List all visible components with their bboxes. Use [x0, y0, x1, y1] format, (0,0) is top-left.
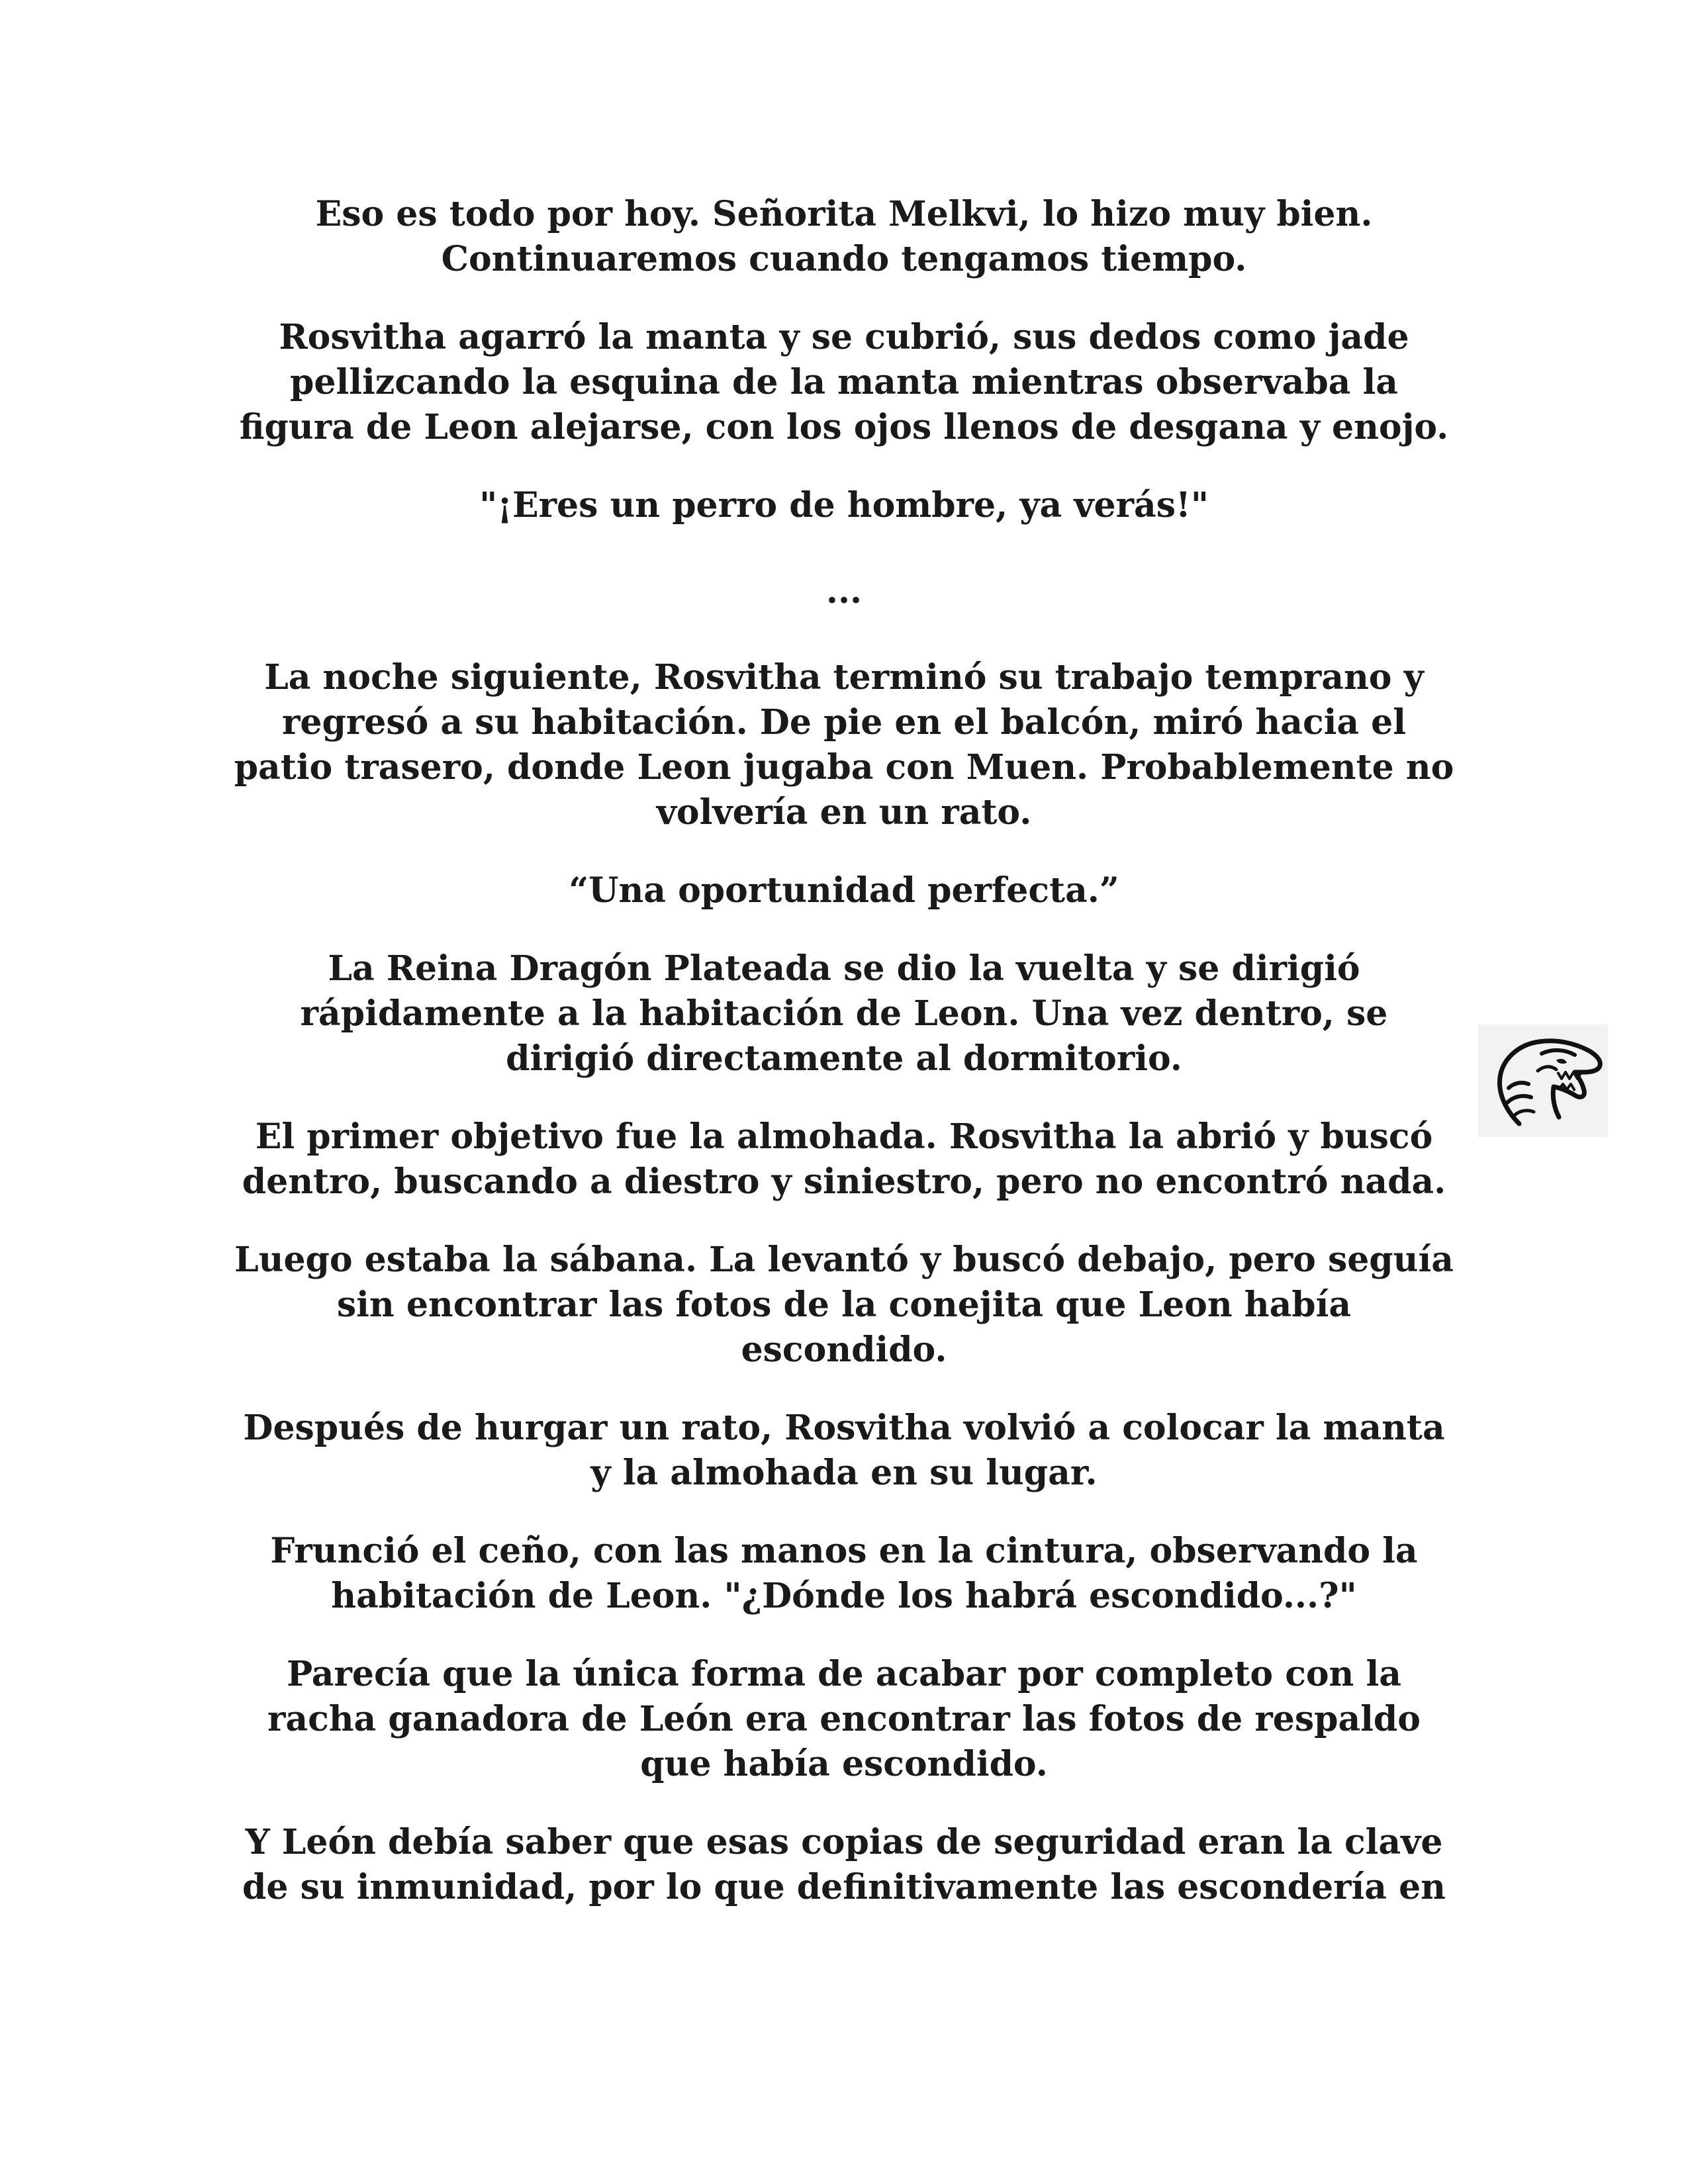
paragraph: Rosvitha agarró la manta y se cubrió, sus dedos como jade pellizcando la esquina de la manta mientras observaba la figura de Leon alejarse, con los ojos llenos de desgana y enojo. — [239, 317, 1449, 447]
paragraph: "¡Eres un perro de hombre, ya verás!" — [479, 485, 1209, 525]
paragraph: La noche siguiente, Rosvitha terminó su trabajo temprano y regresó a su habitación. De pie en el balcón, miró hacia el patio trasero, donde Leon jugaba con Muen. Probablemente no volvería en un rato. — [234, 657, 1454, 833]
document-text — [232, 192, 1456, 1943]
paragraph: La Reina Dragón Plateada se dio la vuelta y se dirigió rápidamente a la habitación de Leon. Una vez dentro, se dirigió directamente al dormitorio. — [300, 948, 1388, 1079]
paragraph: Eso es todo por hoy. Señorita Melkvi, lo hizo muy bien. Continuaremos cuando tengamos tiempo. — [315, 194, 1373, 279]
dinosaur-head-icon — [1478, 1024, 1608, 1137]
paragraph: El primer objetivo fue la almohada. Rosvitha la abrió y buscó dentro, buscando a diestro y siniestro, pero no encontró nada. — [242, 1116, 1446, 1202]
scene-break: ... — [825, 571, 863, 612]
paragraph: Parecía que la única forma de acabar por completo con la racha ganadora de León era encontrar las fotos de respaldo que había escondido. — [267, 1654, 1421, 1784]
paragraph: Y León debía saber que esas copias de seguridad eran la clave de su inmunidad, por lo que definitivamente las escondería en — [242, 1822, 1446, 1907]
paragraph: “Una oportunidad perfecta.” — [569, 870, 1119, 911]
paragraph: Luego estaba la sábana. La levantó y buscó debajo, pero seguía sin encontrar las fotos de la conejita que Leon había escondido. — [234, 1240, 1454, 1370]
paragraph: Frunció el ceño, con las manos en la cintura, observando la habitación de Leon. "¿Dónde los habrá escondido...?" — [270, 1531, 1418, 1616]
paragraph: Después de hurgar un rato, Rosvitha volvió a colocar la manta y la almohada en su lugar. — [243, 1408, 1445, 1493]
